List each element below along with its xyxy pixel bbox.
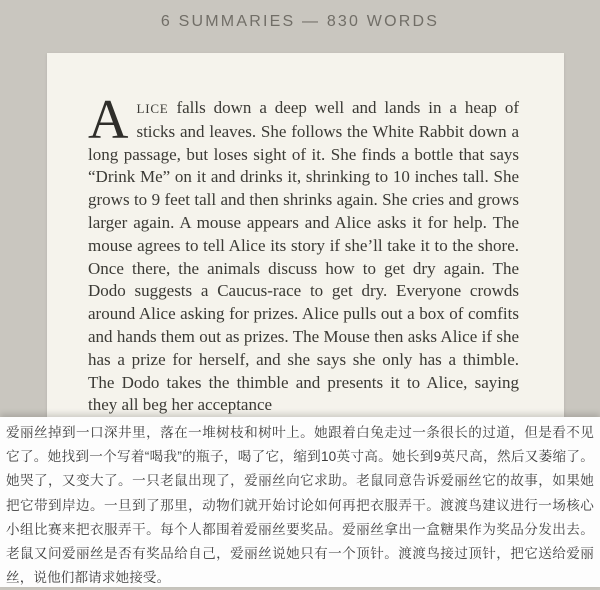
lead-small-caps: LICE [136,101,169,116]
translation-panel [0,417,600,587]
translation-text: 爱丽丝掉到一口深井里，落在一堆树枝和树叶上。她跟着白兔走过一条很长的过道，但是看不见它了。她找到一个写着“喝我”的瓶子，喝了它，缩到10英寸高。她长到9英尺高，然后又萎缩了。她哭了，又变大了。一只老鼠出现了，爱丽丝向它求助。老鼠同意告诉爱丽丝它的故事，如果她把它带到岸边。一旦到了那里，动物们就开始讨论如何再把衣服弄干。渡渡鸟建议进行一场核心小组比赛来把衣服弄干。每个人都围着爱丽丝要奖品。爱丽丝拿出一盒糖果作为奖品分发出去。老鼠又问爱丽丝是否有奖品给自己，爱丽丝说她只有一个顶针。渡渡鸟接过顶针，把它送给爱丽丝，说他们都请求她接受。 [6,425,594,586]
drop-cap: A [88,89,129,151]
summary-paragraph [88,89,519,417]
summary-body-text: falls down a deep well and lands in a heap of sticks and leaves. She follows the White Rabbit down a long passage, but loses sight of it. She finds a bottle that says “Drink Me” on it and drinks it, shrinking to 10 inches tall. She grows to 9 feet tall and then shrinks again. She cries and grows larger again. A mouse appears and Alice asks it for help. The mouse agrees to tell Alice its story if she’ll take it to the shore. Once there, the animals discuss how to get dry again. The Dodo suggests a Caucus-race to get dry. Everyone crowds around Alice asking for prizes. Alice pulls out a box of comfits and hands them out as prizes. The Mouse then asks Alice if she has a prize for herself, and she says she only has a thimble. The Dodo takes the thimble and presents it to Alice, saying they all beg her acceptance [88,98,519,415]
summary-card[interactable] [47,53,564,417]
summary-count-header: 6 SUMMARIES — 830 WORDS [160,13,440,30]
